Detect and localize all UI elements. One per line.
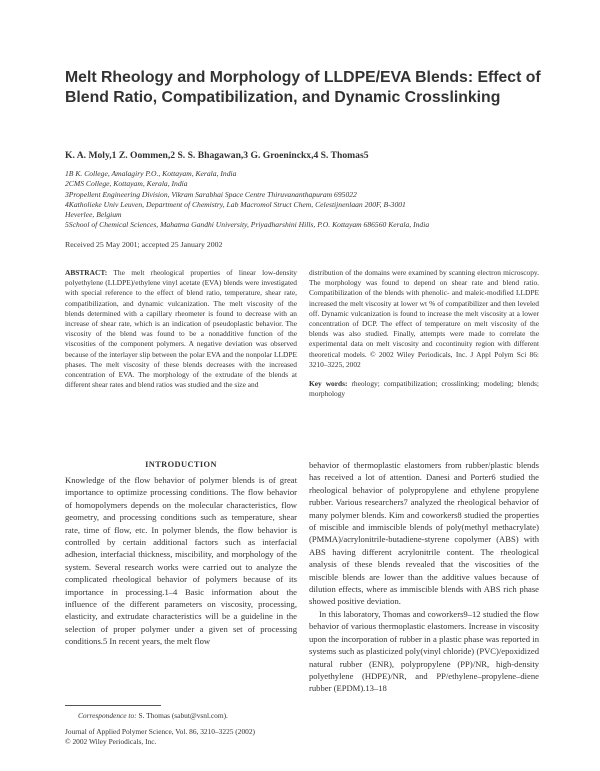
correspondence-note	[78, 711, 298, 720]
copyright: © 2002 Wiley Periodicals, Inc.	[65, 736, 157, 746]
author-list: K. A. Moly,1 Z. Oommen,2 S. S. Bhagawan,3 G. Groeninckx,4 S. Thomas5	[65, 150, 369, 161]
intro-column-left	[65, 474, 297, 648]
affiliation-5: 5School of Chemical Sciences, Mahatma Gandhi University, Priyadharshini Hills, P.O. Kottayam 686560 Kerala, India	[65, 220, 430, 230]
affiliation-4: 4Katholieke Univ Leuven, Department of Chemistry, Lab Macromol Struct Chem, Celestijnenlaan 200F, B-3001	[65, 199, 406, 209]
received-date: Received 25 May 2001; accepted 25 January 2002	[65, 240, 223, 249]
keywords-text: rheology; compatibilization; crosslinking; modeling; blends; morphology	[309, 379, 539, 399]
abstract-left	[65, 268, 297, 390]
intro-paragraph-2: In this laboratory, Thomas and coworkers9–12 studied the flow behavior of various thermoplastic elastomers. Increase in viscosity upon the incorporation of rubber in a plastic phase was reported in systems such as plasticized poly(vinyl chloride) (PVC)/epoxidized natural rubber (ENR), polypropylene (PP)/NR, high-density polyethylene (HDPE)/NR, and PP/ethylene–propylene–diene rubber (EPDM).13–18	[309, 608, 539, 694]
abstract-label: ABSTRACT:	[65, 268, 108, 277]
intro-paragraph-1-cont: behavior of thermoplastic elastomers from rubber/plastic blends has received a lot of attention. Danesi and Porter6 studied the rheological behavior of polypropylene and ethylene propylene rubber. Various researchers7 analyzed the rheological behavior of many polymer blends. Kim and coworkers8 studied the properties of miscible and immiscible blends of poly(methyl methacrylate) (PMMA)/acrylonitrile-butadiene-styrene copolymer (ABS) with ABS having different acrylonitrile content. The rheological analysis of these blends revealed that the viscosities of the miscible blends are lower than the additive values because of dilution effects, where as immiscible blends with ABS rich phase showed positive deviation.	[309, 460, 539, 607]
abstract-text-right: distribution of the domains were examined by scanning electron microscopy. The morphology was found to depend on shear rate and blend ratio. Compatibilization of the blends with phenolic- and maleic-modified LLDPE increased the melt viscosity at lower wt % of compatibilizer and then leveled off. Dynamic vulcanization is found to increase the melt viscosity at a lower concentration of DCP. The effect of temperature on melt viscosity of the blends was also studied. Finally, attempts were made to correlate the experimental data on melt viscosity and cocontinuity region with different theoretical models. © 2002 Wiley Periodicals, Inc. J Appl Polym Sci 86: 3210–3225, 2002	[309, 268, 539, 369]
intro-paragraph-1: Knowledge of the flow behavior of polymer blends is of great importance to optimize processing conditions. The flow behavior of homopolymers depends on the molecular characteristics, flow geometry, and processing conditions such as temperature, shear rate, time of flow, etc. In polymer blends, the flow behavior is controlled by certain additional factors such as interfacial adhesion, interfacial thickness, miscibility, and morphology of the system. Several research works were carried out to analyze the complicated rheological behavior of polymers because of its importance in processing.1–4 Basic information about the influence of the different parameters on viscosity, processing, elasticity, and extrudate characteristics will be a guideline in the selection of proper polymer under a given set of processing conditions.5 In recent years, the melt flow	[65, 475, 297, 647]
correspondence-label: Correspondence to:	[78, 711, 137, 720]
journal-citation: Journal of Applied Polymer Science, Vol. 86, 3210–3225 (2002)	[65, 727, 256, 736]
affiliation-4-cont: Heverlee, Belgium	[65, 210, 122, 220]
correspondence-text: S. Thomas (sabut@vsnl.com).	[138, 711, 228, 720]
intro-column-right	[309, 459, 539, 695]
affiliations	[65, 169, 545, 231]
paper-title: Melt Rheology and Morphology of LLDPE/EVA Blends: Effect of Blend Ratio, Compatibilization, and Dynamic Crosslinking	[65, 69, 541, 106]
footnote-divider	[65, 705, 161, 706]
abstract-right	[309, 268, 539, 399]
affiliation-1: 1B K. College, Amalagiry P.O., Kottayam, Kerala, India	[65, 169, 237, 178]
keywords	[309, 379, 539, 399]
abstract-text-left: The melt rheological properties of linear low-density polyethylene (LLDPE)/ethylene vinyl acetate (EVA) blends were investigated with special reference to the effect of blend ratio, temperature, shear rate, compatibilization, and dynamic vulcanization. The melt viscosity of the blends determined with a capillary rheometer is found to decrease with an increase of shear rate, which is an indication of pseudoplastic behavior. The viscosity of the blend was found to be a nonadditive function of the viscosities of the component polymers. A negative deviation was observed because of the interlayer slip between the polar EVA and the nonpolar LLDPE phases. The melt viscosity of these blends decreases with the increased concentration of EVA. The morphology of the extrudate of the blends at different shear rates and blend ratios was studied and the size and	[65, 268, 297, 390]
keywords-label: Key words:	[309, 379, 348, 389]
affiliation-3: 3Propellent Engineering Division, Vikram Sarabhai Space Centre Thiruvananthapuram 695022	[65, 189, 357, 199]
section-heading-introduction: INTRODUCTION	[145, 460, 217, 469]
affiliation-2: 2CMS College, Kottayam, Kerala, India	[65, 179, 188, 189]
journal-info	[65, 727, 305, 747]
